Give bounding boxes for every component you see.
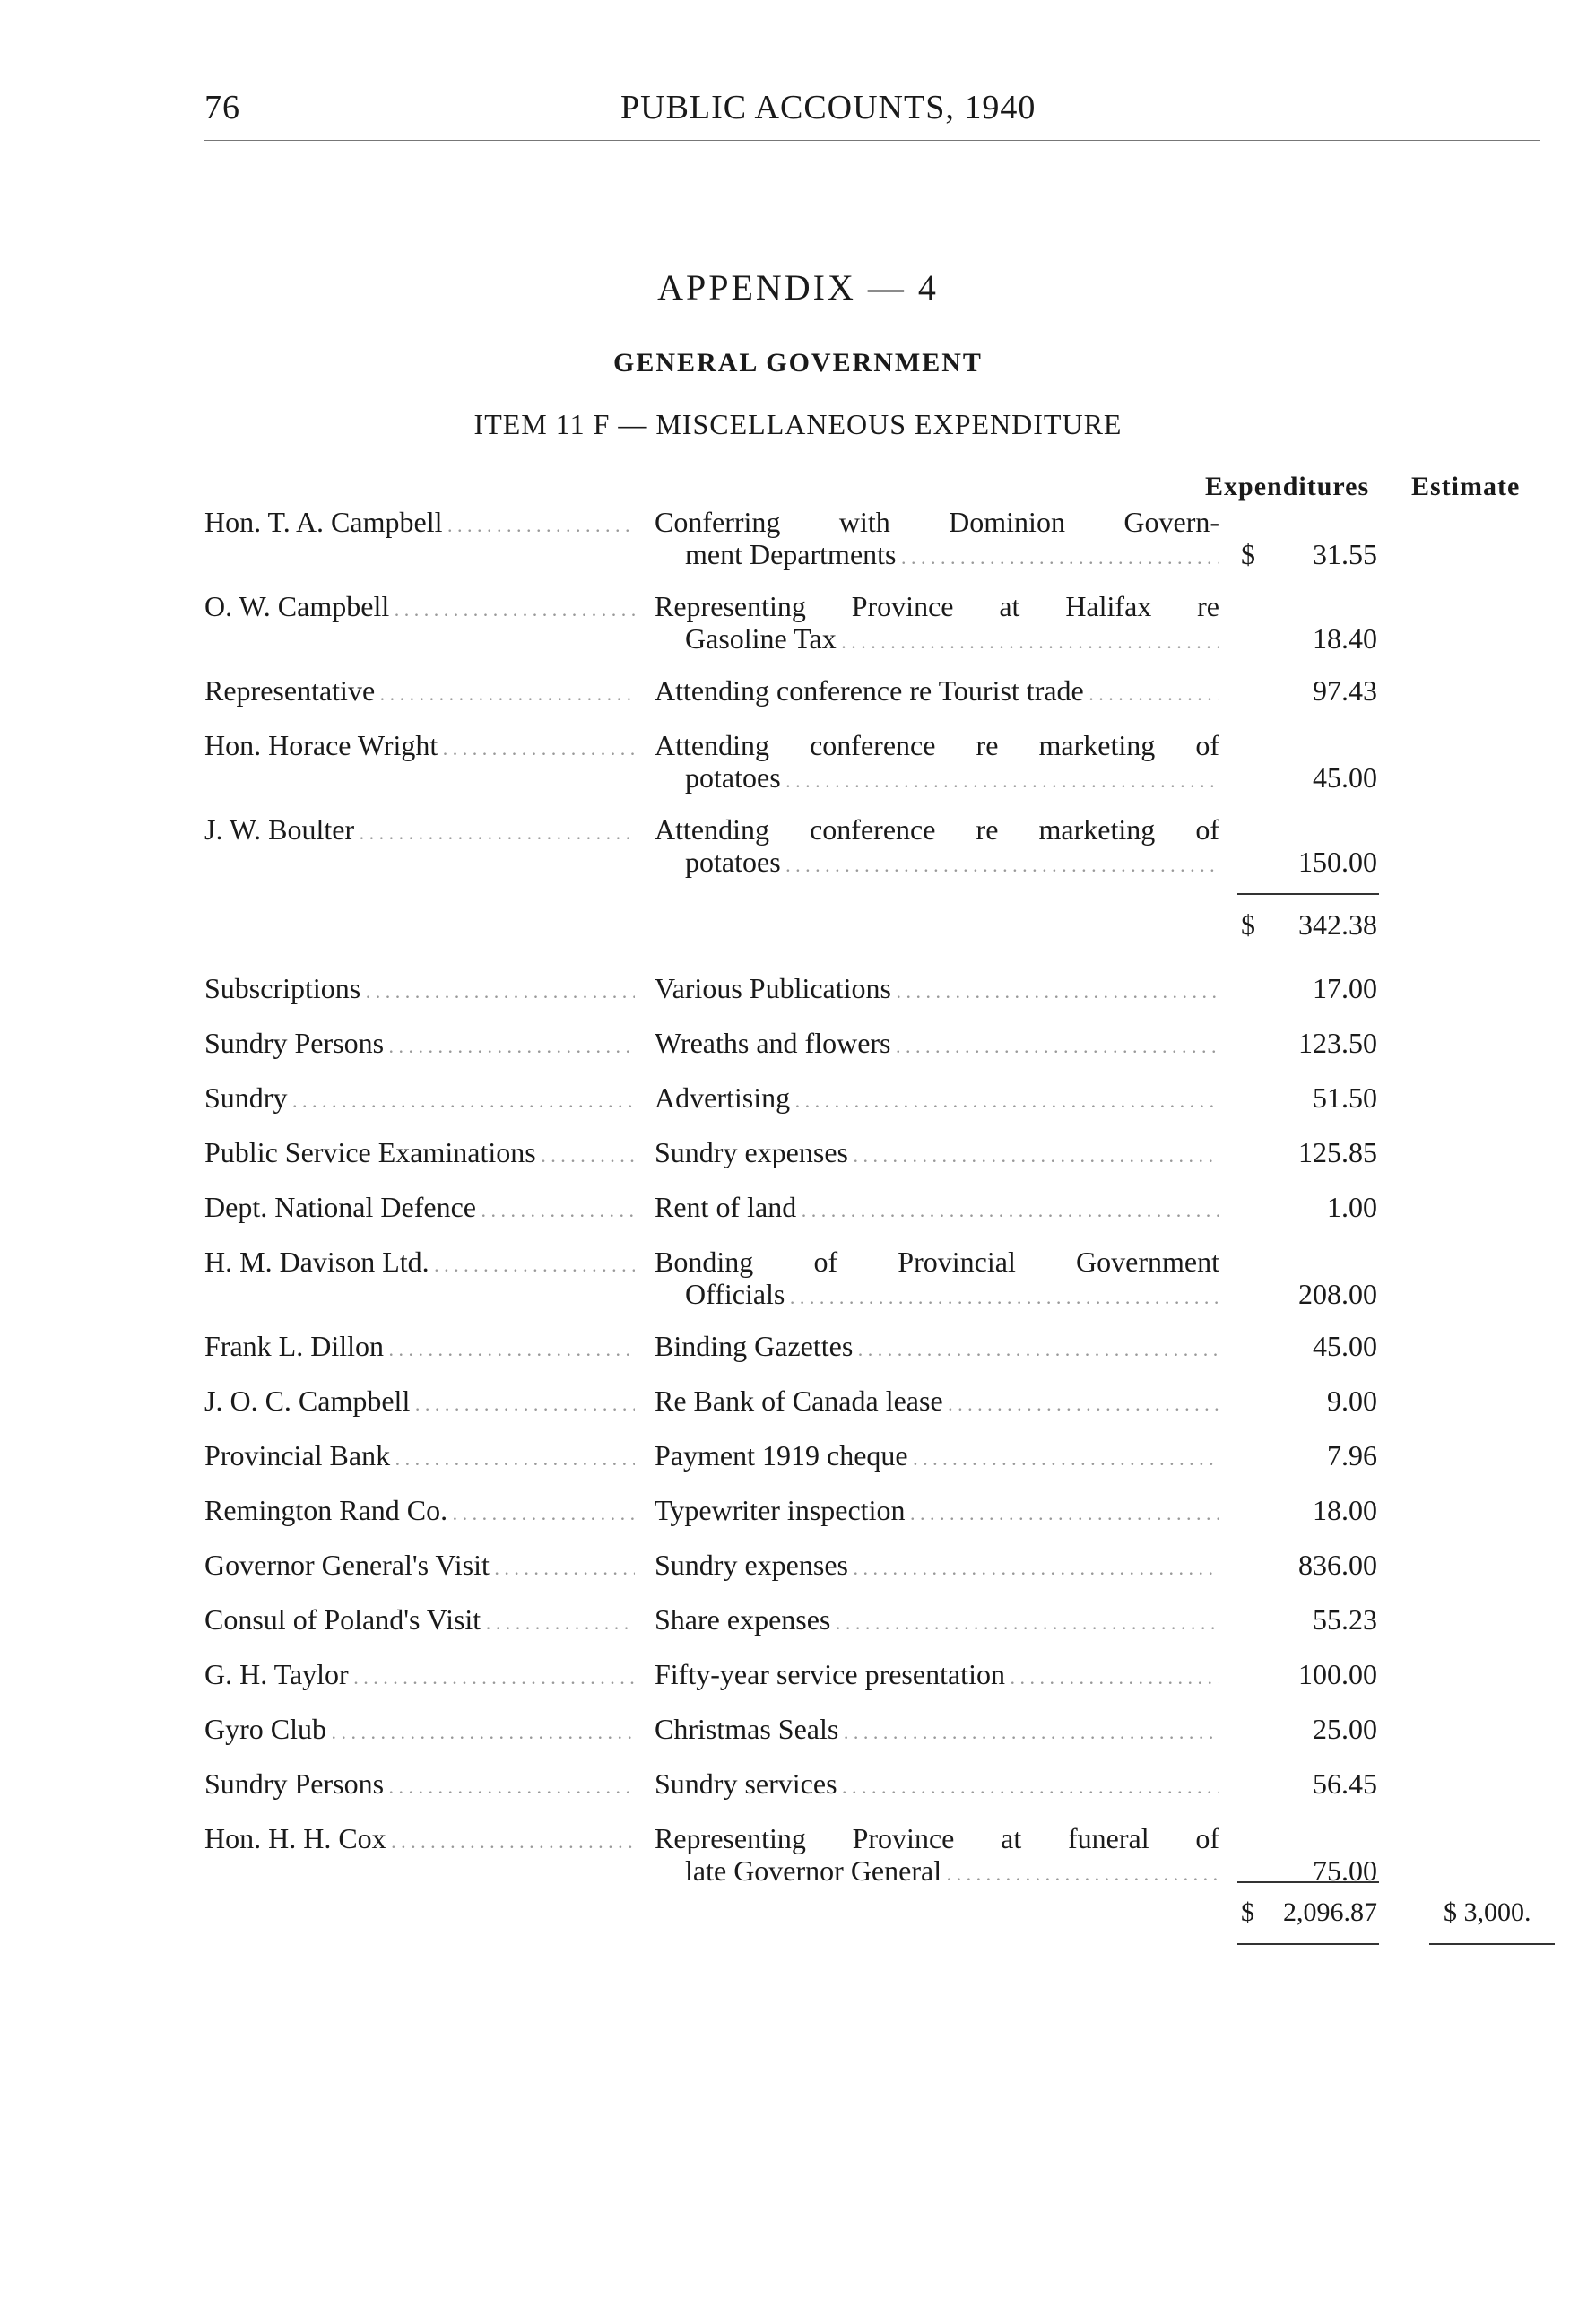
item-heading: ITEM 11 F — MISCELLANEOUS EXPENDITURE (473, 408, 1123, 440)
expenditures-column-heading: Expenditures (1205, 472, 1370, 501)
amount-dollar-sign: $ (1241, 538, 1255, 570)
amount: 7.96 (1327, 1439, 1377, 1472)
purpose-line: Representing Province at funeral of (655, 1822, 1219, 1854)
payee: Hon. Horace Wright . . . (204, 729, 635, 762)
purpose (655, 1246, 1219, 1310)
purpose (655, 1767, 1219, 1800)
purpose (655, 1081, 1219, 1114)
running-title: PUBLIC ACCOUNTS, 1940 (620, 89, 1037, 126)
purpose (655, 813, 1219, 878)
subtotal-dollar: $ (1241, 908, 1255, 941)
payee: Frank L. Dillon . . . (204, 1330, 635, 1363)
amount: 45.00 (1313, 1330, 1377, 1362)
amount: 55.23 (1313, 1603, 1377, 1636)
purpose (655, 1549, 1219, 1581)
purpose (655, 1027, 1219, 1059)
payee: H. M. Davison Ltd. . . . (204, 1246, 635, 1279)
amount: 123.50 (1298, 1027, 1377, 1059)
amount: 125.85 (1298, 1136, 1377, 1168)
purpose (655, 729, 1219, 794)
purpose (655, 1494, 1219, 1526)
payee: G. H. Taylor . . . (204, 1658, 635, 1691)
payee: O. W. Campbell . . . (204, 590, 635, 623)
payee: Consul of Poland's Visit . . . (204, 1603, 635, 1636)
purpose-line: Payment 1919 cheque . . . (655, 1439, 1219, 1472)
purpose-line: Advertising . . . (655, 1081, 1219, 1114)
appendix-title: APPENDIX — 4 (657, 267, 939, 308)
payee: Hon. T. A. Campbell . . . (204, 506, 635, 539)
amount: 51.50 (1313, 1081, 1377, 1114)
payee: Governor General's Visit . . . (204, 1549, 635, 1582)
amount: 100.00 (1298, 1658, 1377, 1690)
purpose-line: Sundry expenses . . . (655, 1549, 1219, 1581)
payee: Hon. H. H. Cox . . . (204, 1822, 635, 1855)
estimate-total: $ 3,000. (1444, 1897, 1531, 1927)
purpose-line: late Governor General . . . (655, 1854, 1219, 1887)
purpose-line: Conferring with Dominion Govern- (655, 506, 1219, 538)
amount: 9.00 (1327, 1385, 1377, 1417)
purpose-line: Attending conference re marketing of (655, 729, 1219, 761)
payee: Provincial Bank . . . (204, 1439, 635, 1472)
amount: 150.00 (1298, 846, 1377, 878)
purpose-line: Representing Province at Halifax re (655, 590, 1219, 622)
purpose (655, 590, 1219, 655)
purpose-line: Attending conference re marketing of (655, 813, 1219, 846)
payee: Public Service Examinations . . . (204, 1136, 635, 1169)
purpose (655, 1385, 1219, 1417)
purpose-line: potatoes . . . (655, 846, 1219, 878)
total-amount: 2,096.87 (1283, 1897, 1377, 1927)
amount: 97.43 (1313, 674, 1377, 707)
purpose-line: Christmas Seals . . . (655, 1713, 1219, 1745)
purpose (655, 1439, 1219, 1472)
payee: Gyro Club . . . (204, 1713, 635, 1746)
amount: 25.00 (1313, 1713, 1377, 1745)
purpose (655, 1191, 1219, 1223)
amount: 45.00 (1313, 761, 1377, 794)
amount: 1.00 (1327, 1191, 1377, 1223)
purpose-line: ment Departments . . . (655, 538, 1219, 570)
amount: 56.45 (1313, 1767, 1377, 1800)
payee: Sundry Persons . . . (204, 1767, 635, 1801)
payee: Sundry Persons . . . (204, 1027, 635, 1060)
purpose-line: Gasoline Tax . . . (655, 622, 1219, 655)
payee: Subscriptions . . . (204, 972, 635, 1005)
subtotal-amount: 342.38 (1298, 908, 1377, 941)
payee: J. W. Boulter . . . (204, 813, 635, 846)
payee: Sundry . . . (204, 1081, 635, 1115)
purpose-line: Wreaths and flowers . . . (655, 1027, 1219, 1059)
purpose (655, 1330, 1219, 1362)
purpose-line: Sundry expenses . . . (655, 1136, 1219, 1168)
amount: 18.40 (1313, 622, 1377, 655)
purpose-line: Bonding of Provincial Government (655, 1246, 1219, 1278)
purpose-line: Various Publications . . . (655, 972, 1219, 1004)
section-heading: GENERAL GOVERNMENT (613, 348, 983, 378)
amount: 31.55 (1313, 538, 1377, 570)
purpose (655, 1136, 1219, 1168)
amount: 18.00 (1313, 1494, 1377, 1526)
purpose-line: Fifty-year service presentation . . . (655, 1658, 1219, 1690)
purpose (655, 1658, 1219, 1690)
amount: 836.00 (1298, 1549, 1377, 1581)
page-number: 76 (204, 89, 240, 126)
purpose-line: Binding Gazettes . . . (655, 1330, 1219, 1362)
estimate-column-heading: Estimate (1411, 472, 1521, 501)
amount: 17.00 (1313, 972, 1377, 1004)
purpose-line: Share expenses . . . (655, 1603, 1219, 1636)
payee: Dept. National Defence . . . (204, 1191, 635, 1224)
purpose-line: Rent of land . . . (655, 1191, 1219, 1223)
total-dollar: $ (1241, 1897, 1254, 1927)
purpose-line: Typewriter inspection . . . (655, 1494, 1219, 1526)
purpose (655, 1603, 1219, 1636)
purpose (655, 1822, 1219, 1887)
subtotal-rule (1237, 893, 1379, 895)
header-rule (204, 140, 1540, 141)
purpose (655, 972, 1219, 1004)
payee: Representative . . . (204, 674, 635, 708)
purpose-line: Sundry services . . . (655, 1767, 1219, 1800)
purpose (655, 506, 1219, 570)
total-rule-bottom (1237, 1943, 1379, 1945)
amount: 208.00 (1298, 1278, 1377, 1310)
purpose-line: Officials . . . (655, 1278, 1219, 1310)
total-rule-top (1237, 1881, 1379, 1883)
amount: 75.00 (1313, 1854, 1377, 1887)
payee: Remington Rand Co. . . . (204, 1494, 635, 1527)
purpose (655, 674, 1219, 707)
payee: J. O. C. Campbell . . . (204, 1385, 635, 1418)
purpose-line: Re Bank of Canada lease . . . (655, 1385, 1219, 1417)
estimate-rule-bottom (1429, 1943, 1555, 1945)
purpose-line: Attending conference re Tourist trade . . . (655, 674, 1219, 707)
purpose-line: potatoes . . . (655, 761, 1219, 794)
purpose (655, 1713, 1219, 1745)
